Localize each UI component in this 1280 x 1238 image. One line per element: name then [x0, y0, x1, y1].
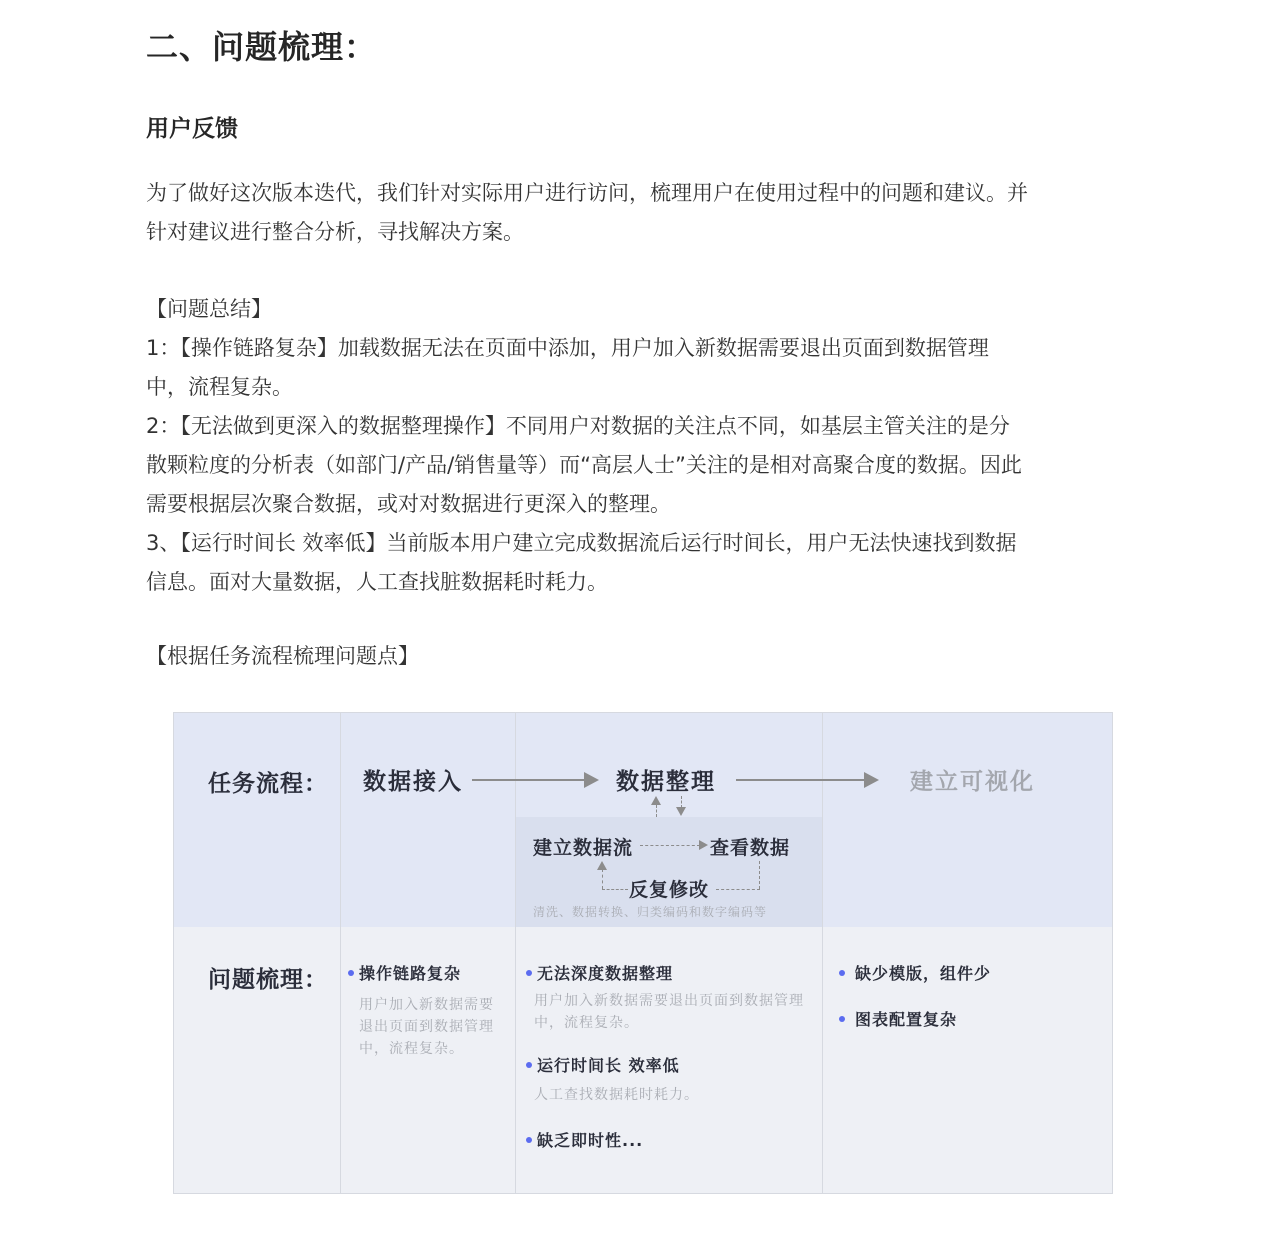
arrow-up-icon [597, 861, 607, 870]
issue-title: 缺乏即时性... [537, 1131, 644, 1150]
row-label-issues: 问题梳理： [208, 967, 328, 993]
issue-desc: 用户加入新数据需要退出页面到数据管理中，流程复杂。 [534, 993, 804, 1031]
dashed-line [640, 845, 700, 846]
sub-node-create-dataflow: 建立数据流 [533, 837, 634, 859]
intro-line: 为了做好这次版本迭代，我们针对实际用户进行访问，梳理用户在使用过程中的问题和建议。并 [146, 181, 1028, 205]
dashed-line [656, 805, 657, 817]
sub-node-view-data: 查看数据 [710, 837, 791, 859]
summary-line: 2：【无法做到更深入的数据整理操作】不同用户对数据的关注点不同，如基层主管关注的是分 [146, 414, 1010, 438]
issue-desc: 人工查找数据耗时耗力。 [534, 1087, 699, 1103]
dashed-line [716, 889, 760, 890]
summary-line: 信息。面对大量数据，人工查找脏数据耗时耗力。 [146, 570, 608, 594]
bullet-icon [839, 970, 845, 976]
issue-title: 无法深度数据整理 [537, 964, 674, 983]
flow-node-data-organize: 数据整理 [616, 769, 716, 795]
bullet-icon [526, 1062, 532, 1068]
summary-line: 中，流程复杂。 [146, 375, 293, 399]
issue-item [348, 961, 498, 1060]
summary-heading: 【问题总结】 [146, 297, 272, 321]
bullet-icon [839, 1016, 845, 1022]
arrow-down-icon [676, 807, 686, 816]
arrow-line [472, 779, 584, 781]
sub-flow-note: 清洗、数据转换、归类编码和数字编码等 [533, 905, 768, 919]
column-divider [340, 713, 341, 1193]
dashed-line [602, 889, 628, 890]
summary-line: 1：【操作链路复杂】加载数据无法在页面中添加，用户加入新数据需要退出页面到数据管理 [146, 336, 989, 360]
issue-title: 运行时间长 效率低 [537, 1056, 680, 1075]
summary-line: 3、【运行时间长 效率低】当前版本用户建立完成数据流后运行时间长，用户无法快速找到数据 [146, 531, 1017, 555]
problem-summary [146, 290, 1146, 602]
issue-item [526, 961, 811, 1034]
summary-line: 需要根据层次聚合数据，或对对数据进行更深入的整理。 [146, 492, 671, 516]
arrow-right-icon [584, 772, 599, 788]
summary-line: 散颗粒度的分析表（如部门/产品/销售量等）而“高层人士”关注的是相对高聚合度的数据。因此 [146, 453, 1022, 477]
arrow-right-icon [699, 840, 708, 850]
arrow-line [736, 779, 864, 781]
issue-title: 图表配置复杂 [855, 1010, 958, 1029]
subsection-title: 用户反馈 [146, 116, 238, 142]
flow-node-build-visualization: 建立可视化 [910, 769, 1035, 795]
row-label-flow: 任务流程： [208, 771, 328, 797]
issue-title: 缺少模版，组件少 [855, 964, 992, 983]
issue-item [839, 1007, 957, 1030]
task-flow-diagram [173, 712, 1113, 1194]
issue-item [839, 961, 991, 984]
issue-title: 操作链路复杂 [359, 964, 462, 983]
bullet-icon [348, 970, 354, 976]
bullet-icon [526, 970, 532, 976]
issue-item [526, 1053, 811, 1106]
dashed-line [602, 869, 603, 889]
section-title: 二、问题梳理： [146, 28, 378, 66]
column-divider [515, 713, 516, 1193]
column-divider [822, 713, 823, 1193]
arrow-up-icon [651, 796, 661, 805]
issue-item [526, 1128, 811, 1151]
flow-node-data-ingest: 数据接入 [363, 769, 463, 795]
flow-section-heading: 【根据任务流程梳理问题点】 [146, 644, 419, 668]
bullet-icon [526, 1137, 532, 1143]
arrow-right-icon [864, 772, 879, 788]
intro-line: 针对建议进行整合分析，寻找解决方案。 [146, 220, 524, 244]
intro-paragraph [146, 174, 1146, 252]
issue-desc: 用户加入新数据需要退出页面到数据管理中，流程复杂。 [359, 997, 494, 1057]
sub-node-repeat-modify: 反复修改 [629, 879, 710, 901]
dashed-line [759, 861, 760, 889]
